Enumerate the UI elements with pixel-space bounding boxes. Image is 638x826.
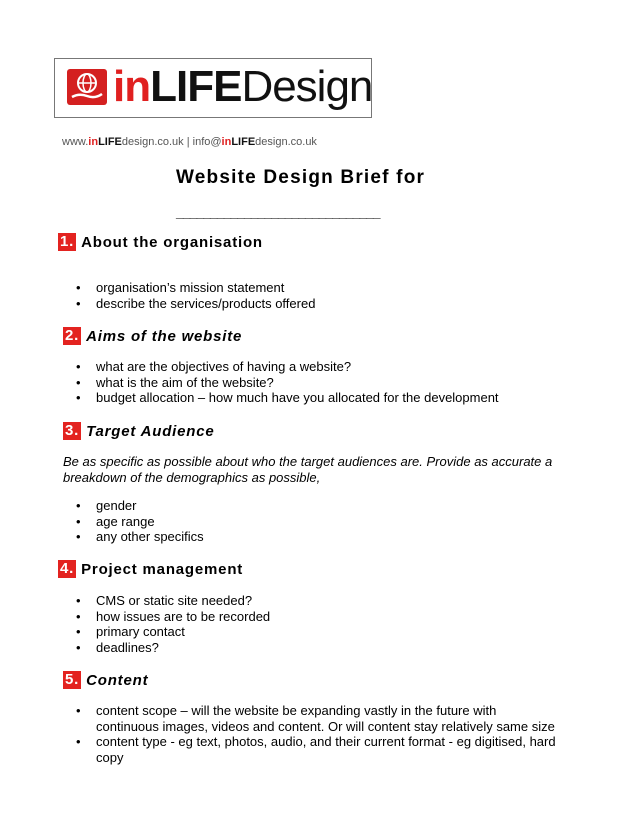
list-item: • content type - eg text, photos, audio, and their current format - eg digitised, hard copy — [70, 734, 560, 765]
section-heading-4 — [58, 560, 243, 578]
section-label: About the organisation — [81, 233, 263, 251]
section-number: 2. — [65, 327, 80, 344]
list-item: • what is the aim of the website? — [70, 375, 499, 391]
list-item: • what are the objectives of having a website? — [70, 359, 499, 375]
section-3-intro: Be as specific as possible about who the target audiences are. Provide as accurate a breakdown of the demographics as possible, — [63, 454, 553, 485]
list-item: • content scope – will the website be expanding vastly in the future with continuous images, videos and content. Or will content stay relatively same size — [70, 703, 560, 734]
logo-wordmark: inLIFEDesign — [113, 62, 373, 111]
list-item: • organisation’s mission statement — [70, 280, 315, 296]
list-item: • deadlines? — [70, 640, 270, 656]
list-item: • how issues are to be recorded — [70, 609, 270, 625]
list-item: • budget allocation – how much have you allocated for the development — [70, 390, 499, 406]
section-5-list — [70, 703, 560, 765]
globe-hand-icon — [67, 69, 107, 105]
section-label: Content — [86, 671, 149, 689]
list-item: • age range — [70, 514, 204, 530]
section-heading-3 — [63, 422, 215, 440]
section-number: 5. — [65, 671, 80, 688]
section-label: Project management — [81, 560, 244, 578]
logo — [54, 58, 372, 118]
list-item: • describe the services/products offered — [70, 296, 315, 312]
section-number: 3. — [65, 422, 80, 439]
contact-line: www.inLIFEdesign.co.uk | info@inLIFEdesign.co.uk — [62, 136, 317, 148]
section-label: Aims of the website — [86, 327, 243, 345]
section-heading-5 — [63, 671, 148, 689]
section-heading-1 — [58, 233, 263, 251]
section-2-list — [70, 359, 499, 406]
title-blank-line: ______________________________ — [176, 204, 380, 220]
list-item: • primary contact — [70, 624, 270, 640]
page-title: Website Design Brief for — [176, 167, 426, 188]
section-number: 1. — [60, 233, 75, 250]
section-1-list — [70, 280, 315, 311]
section-label: Target Audience — [86, 422, 215, 440]
section-heading-2 — [63, 327, 242, 345]
section-4-list — [70, 593, 270, 655]
list-item: • gender — [70, 498, 204, 514]
list-item: • any other specifics — [70, 529, 204, 545]
list-item: • CMS or static site needed? — [70, 593, 270, 609]
section-3-list — [70, 498, 204, 545]
section-number: 4. — [60, 560, 75, 577]
